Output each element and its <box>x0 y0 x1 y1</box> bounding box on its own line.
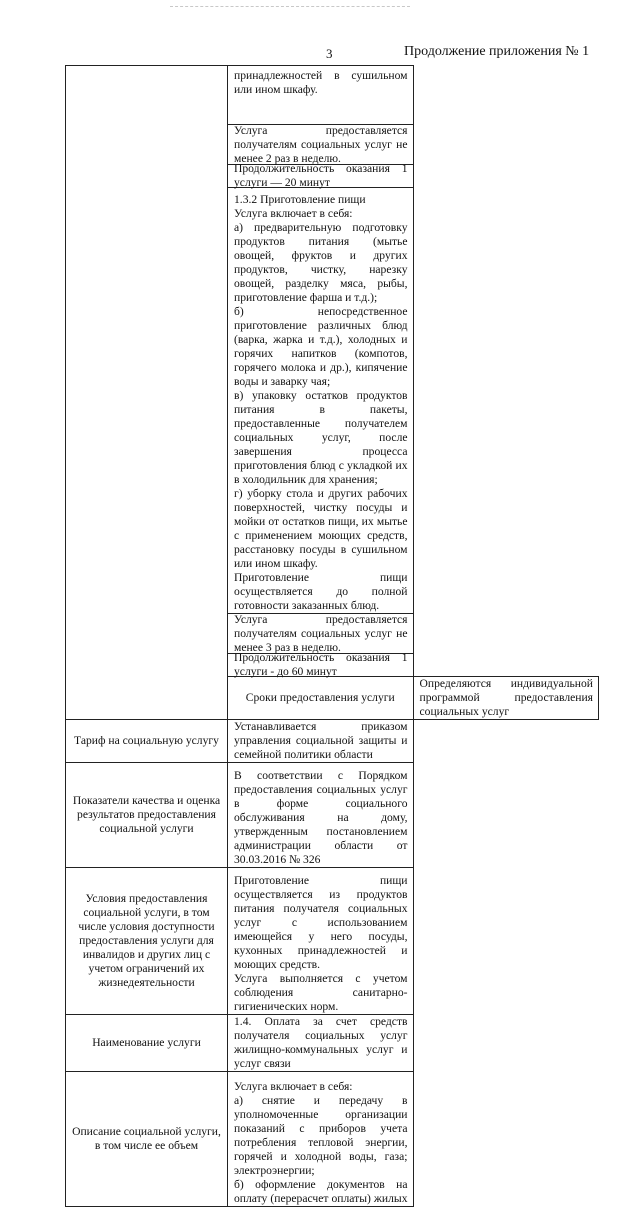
row-value: Определяются индивидуальной программой предоставления социальных услуг <box>413 677 599 720</box>
service-tail-cell <box>228 66 414 125</box>
row-value-cell <box>228 1072 414 1207</box>
cooking-line: Приготовление пищи осуществляется до полной готовности заказанных блюд. <box>234 571 408 612</box>
row-value: 1.4. Оплата за счет средств получателя социальных услуг жилищно-коммунальных услуг и услуг связи <box>228 1015 414 1072</box>
row-value: Устанавливается приказом управления социальной защиты и семейной политики области <box>228 720 414 763</box>
desc-line: а) снятие и передачу в уполномоченные организации показаний с приборов учета потребления тепловой энергии, горячей и холодной воды, газа; электроэнергии; <box>234 1094 408 1177</box>
row-value-cell <box>228 868 414 1015</box>
row-label: Описание социальной услуги, в том числе ее объем <box>66 1072 228 1207</box>
row-label: Сроки предоставления услуги <box>228 677 414 720</box>
row-label: Наименование услуги <box>66 1015 228 1072</box>
cooking-line: г) уборку стола и других рабочих поверхностей, чистку посуды и мойки от остатков пищи, их мытье с применением моющих средств, расстановку посуды в сушильном или ином шкафу. <box>234 487 408 570</box>
row-value: Приготовление пищи осуществляется из продуктов питания получателя социальных услуг с использованием имеющейся у него посуды, кухонных принадлежностей и моющих средств. <box>234 874 408 971</box>
cooking-line: а) предварительную подготовку продуктов питания (мытье овощей, фруктов и других продуктов, чистку, нарезку овощей, разделку мяса, рыбы, приготовление фарша и т.д.); <box>234 221 408 304</box>
cooking-line: Услуга включает в себя: <box>234 207 353 220</box>
frequency-text: Услуга предоставляется получателям социальных услуг не менее 2 раз в неделю. <box>234 123 408 165</box>
service-tail: принадлежностей в сушильном или ином шкафу. <box>234 69 408 96</box>
cooking-title: 1.3.2 Приготовление пищи <box>234 193 366 206</box>
table-row <box>66 66 599 125</box>
appendix-label: Продолжение приложения № 1 <box>404 44 590 59</box>
row-label: Тариф на социальную услугу <box>66 720 228 763</box>
row-value-extra: Услуга выполняется с учетом соблюдения санитарно-гигиенических норм. <box>234 972 408 1013</box>
duration-text: Продолжительность оказания 1 услуги - до 60 минут <box>234 651 408 678</box>
service-table <box>65 65 599 1207</box>
desc-line: Услуга включает в себя: <box>234 1080 353 1093</box>
row-label: Показатели качества и оценка результатов предоставления социальной услуги <box>66 763 228 868</box>
page-number: 3 <box>326 46 333 61</box>
table-row <box>66 1072 599 1207</box>
desc-line: б) оформление документов на оплату (перерасчет оплаты) жилых <box>234 1178 408 1205</box>
table-row <box>66 720 599 763</box>
table-row <box>66 763 599 868</box>
label-cell-empty <box>66 66 228 720</box>
table-row <box>66 1015 599 1072</box>
row-value: В соответствии с Порядком предоставления социальных услуг в форме социального обслуживания на дому, утвержденным постановлением администрации области от 30.03.2016 № 326 <box>228 763 414 868</box>
row-label: Условия предоставления социальной услуги, в том числе условия доступности предоставления услуги для инвалидов и других лиц с учетом ограничений их жизнедеятельности <box>66 868 228 1015</box>
cooking-description <box>228 188 413 613</box>
top-scan-line <box>170 6 410 7</box>
cooking-line: в) упаковку остатков продуктов питания в пакеты, предоставленные получателем социальных услуг, после завершения процесса приготовления блюд с укладкой их в холодильник для хранения; <box>234 389 408 486</box>
cooking-description-cell <box>228 188 414 614</box>
frequency-text: Услуга предоставляется получателям социальных услуг не менее 3 раз в неделю. <box>234 612 408 654</box>
table-row <box>66 868 599 1015</box>
cooking-line: б) непосредственное приготовление различных блюд (варка, жарка и т.д.), холодных и горячих напитков (компотов, горячего молока и др.), кипячение воды и заварку чая; <box>234 305 408 388</box>
duration-text: Продолжительность оказания 1 услуги — 20 минут <box>234 162 408 189</box>
